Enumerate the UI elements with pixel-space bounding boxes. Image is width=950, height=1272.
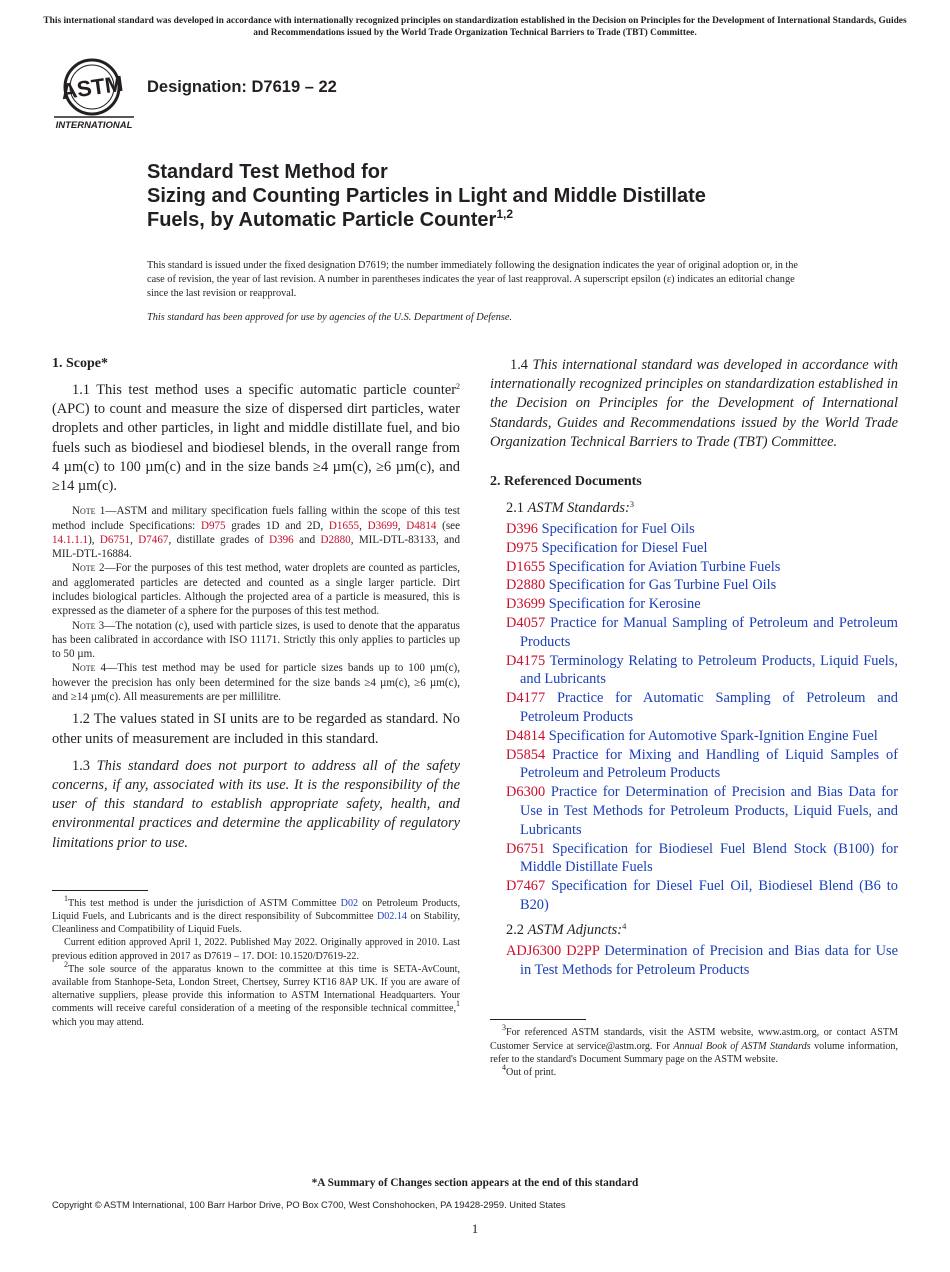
reference-item[interactable] — [490, 614, 898, 652]
reference-item[interactable] — [490, 689, 898, 727]
reference-title[interactable]: Practice for Manual Sampling of Petroleum and Petroleum Products — [520, 615, 898, 650]
note-3: Note 3—The notation (c), used with particle sizes, is used to denote that the apparatus has been calibrated in accordance with ISO 11171. Strictly this only applies to particles up to 50 µm. — [52, 619, 460, 661]
reference-code[interactable]: D2880 — [506, 577, 546, 594]
link-committee-d02[interactable]: D02 — [340, 897, 359, 909]
title-line-3: Fuels, by Automatic Particle Counter$^{1,2}$ — [147, 207, 514, 231]
footnote-1: $^1$This test method is under the jurisdiction of ASTM Committee D02 on Petroleum Products, Liquid Fuels, and Lubricants and is the direct responsibility of Subcommittee D02.14 on Stability, Cleanliness and Compatibility of Liquid Fuels. — [52, 893, 460, 936]
reference-title[interactable]: Practice for Mixing and Handling of Liquid Samples of Petroleum and Petroleum Products — [520, 746, 898, 782]
reference-item[interactable] — [490, 558, 898, 577]
adjunct-item[interactable] — [490, 942, 898, 980]
reference-list — [490, 520, 898, 915]
link-d2880[interactable]: D2880 — [320, 533, 351, 546]
referenced-documents-heading: 2. Referenced Documents — [490, 474, 642, 490]
right-column — [490, 356, 898, 1079]
reference-item[interactable] — [490, 840, 898, 878]
adjunct-title[interactable]: Determination of Precision and Bias data for Use in Test Methods for Petroleum Products — [520, 942, 898, 978]
reference-title[interactable]: Specification for Diesel Fuel — [541, 539, 708, 556]
link-section-14-1-1-1[interactable]: 14.1.1.1 — [52, 533, 89, 546]
reference-code[interactable]: D975 — [506, 539, 538, 556]
reference-title[interactable]: Specification for Kerosine — [548, 596, 701, 613]
reference-code[interactable]: D4814 — [506, 727, 546, 744]
designation: Designation: D7619 – 22 — [147, 78, 337, 96]
svg-text:INTERNATIONAL: INTERNATIONAL — [55, 120, 133, 131]
reference-item[interactable] — [490, 746, 898, 784]
reference-title[interactable]: Specification for Aviation Turbine Fuels — [548, 558, 781, 575]
link-d4814[interactable]: D4814 — [406, 519, 437, 532]
page-number: 1 — [471, 1221, 479, 1236]
reference-item[interactable] — [490, 727, 898, 746]
reference-item[interactable] — [490, 877, 898, 915]
copyright: Copyright © ASTM International, 100 Barr Harbor Drive, PO Box C700, West Conshohocken, PA 19428-2959. United States — [52, 1199, 566, 1210]
reference-title[interactable]: Specification for Fuel Oils — [541, 521, 695, 538]
reference-title[interactable]: Terminology Relating to Petroleum Products, Liquid Fuels, and Lubricants — [520, 652, 898, 688]
reference-item[interactable] — [490, 576, 898, 595]
title-line-2: Sizing and Counting Particles in Light and Middle Distillate — [147, 185, 706, 207]
reference-code[interactable]: D3699 — [506, 596, 546, 613]
adjunct-code[interactable]: ADJ6300 D2PP — [506, 942, 600, 959]
link-d396[interactable]: D396 — [269, 533, 294, 546]
reference-code[interactable]: D1655 — [506, 558, 546, 575]
footnote-4: $^4$Out of print. — [502, 1062, 557, 1078]
link-subcommittee-d02-14[interactable]: D02.14 — [376, 911, 407, 922]
reference-code[interactable]: D4175 — [506, 652, 546, 669]
footnote-rule — [52, 890, 148, 891]
note-1: Note 1—ASTM and military specification fuels falling within the scope of this test method include Specifications: D975 grades 1D and 2D, D1655, D3699, D4814 (see 14.1.1.1), D6751, D7467, distillate grades of D396 and D2880, MIL-DTL-83133, and MIL-DTL-16884. — [52, 505, 461, 561]
reference-title[interactable]: Specification for Gas Turbine Fuel Oils — [548, 577, 777, 594]
reference-title[interactable]: Specification for Biodiesel Fuel Blend Stock (B100) for Middle Distillate Fuels — [520, 840, 898, 876]
reference-item[interactable] — [490, 652, 898, 690]
reference-code[interactable]: D7467 — [506, 878, 546, 895]
paragraph-1-3: 1.3 This standard does not purport to address all of the safety concerns, if any, associated with its use. It is the responsibility of the user of this standard to establish appropriate safety, health, and environmental practices and determine the applicability of regulatory limitations prior to use. — [52, 757, 460, 851]
reference-item[interactable] — [490, 520, 898, 539]
reference-code[interactable]: D5854 — [506, 746, 546, 763]
reference-title[interactable]: Specification for Diesel Fuel Oil, Biodiesel Blend (B6 to B20) — [520, 878, 898, 913]
reference-code[interactable]: D4057 — [506, 615, 546, 631]
top-notice: This international standard was developed in accordance with internationally recognized principles on standardization established in the Decision on Principles for the Development of International Standards, Guides and Recommendations issued by the World Trade Organization Technical Barriers to Trade (TBT) Committee. — [43, 16, 907, 38]
link-d975[interactable]: D975 — [200, 519, 226, 532]
note-4: Note 4—This test method may be used for particle sizes bands up to 100 µm(c), however the precision has only been determined for the size bands ≥4 µm(c), ≥6 µm(c), and ≥14 µm(c). All measurements are per millilitre. — [52, 662, 460, 704]
astm-adjuncts-subheading: 2.2 ASTM Adjuncts:$^4$ — [506, 920, 627, 938]
paragraph-1-2: 1.2 The values stated in SI units are to be regarded as standard. No other units of measurement are included in this standard. — [52, 711, 460, 747]
reference-code[interactable]: D4177 — [506, 690, 546, 707]
link-d7467[interactable]: D7467 — [138, 533, 169, 546]
footnote-rule — [490, 1019, 586, 1020]
link-d3699[interactable]: D3699 — [367, 519, 398, 532]
document-title — [147, 160, 867, 232]
link-d6751[interactable]: D6751 — [99, 533, 131, 546]
link-d1655[interactable]: D1655 — [328, 519, 360, 532]
footnote-2: $^2$The sole source of the apparatus known to the committee at this time is SETA-AvCount, available from Stanhope-Seta, London Street, Chertsey, Surrey KT16 8AP UK. If you are aware of alternative suppliers, please provide this information to ASTM International Headquarters. Your comments will receive careful consideration of a meeting of the responsible technical committee,$^1$ which you may attend. — [52, 959, 460, 1028]
footnote-3: $^3$For referenced ASTM standards, visit the ASTM website, www.astm.org, or contact ASTM Customer Service at service@astm.org. For Annual Book of ASTM Standards volume information, refer to the standard's Document Summary page on the ASTM website. — [490, 1023, 898, 1065]
reference-item[interactable] — [490, 595, 898, 614]
reference-code[interactable]: D6751 — [506, 840, 546, 857]
astm-logo-icon — [52, 55, 136, 133]
issue-note: This standard is issued under the fixed designation D7619; the number immediately following the designation indicates the year of original adoption or, in the case of revision, the year of last revision. A number in parentheses indicates the year of last reapproval. A superscript epsilon (ε) indicates an editorial change since the last revision or reapproval. — [147, 260, 799, 299]
scope-heading: 1. Scope* — [52, 356, 108, 371]
reference-title[interactable]: Practice for Determination of Precision and Bias Data for Use in Test Methods for Petroleum Products, Liquid Fuels, and Lubricants — [520, 784, 898, 838]
reference-code[interactable]: D396 — [506, 521, 538, 538]
reference-title[interactable]: Practice for Automatic Sampling of Petroleum and Petroleum Products — [520, 690, 898, 725]
astm-standards-subheading: 2.1 ASTM Standards:$^3$ — [506, 499, 635, 517]
reference-item[interactable] — [490, 783, 898, 839]
dod-note: This standard has been approved for use by agencies of the U.S. Department of Defense. — [147, 312, 513, 323]
footnote-1-edition: Current edition approved April 1, 2022. Published May 2022. Originally approved in 2010. Last previous edition approved in 2017 as D7619 – 17. DOI: 10.1520/D7619-22. — [52, 937, 460, 962]
reference-code[interactable]: D6300 — [506, 784, 546, 801]
paragraph-1-1: 1.1 This test method uses a specific automatic particle counter$^2$ (APC) to count and measure the size of dispersed dirt particles, water droplets and other particles, in light and middle distillate fuel, and bio fuels such as biodiesel and biodiesel blends, in the overall range from 4 µm(c) to 100 µm(c) and in the size bands ≥4 µm(c), ≥6 µm(c), and ≥14 µm(c). — [52, 382, 460, 495]
title-line-1: Standard Test Method for — [147, 161, 388, 183]
paragraph-1-4: 1.4 This international standard was developed in accordance with internationally recognized principles on standardization established in the Decision on Principles for the Development of International Standards, Guides and Recommendations issued by the World Trade Organization Technical Barriers to Trade (TBT) Committee. — [490, 357, 898, 450]
reference-title[interactable]: Specification for Automotive Spark-Ignition Engine Fuel — [548, 727, 878, 744]
svg-text:ASTM: ASTM — [59, 70, 125, 105]
reference-item[interactable] — [490, 539, 898, 558]
note-2: Note 2—For the purposes of this test method, water droplets are counted as particles, and agglomerated particles are detected and counted as a single larger particle. Dirt includes biological particles. Although the projected area of a particle is measured, this is expressed as the diameter of a sphere for the purposes of this test method. — [52, 562, 460, 618]
left-column — [52, 356, 460, 1029]
summary-of-changes-note: *A Summary of Changes section appears at the end of this standard — [311, 1177, 639, 1189]
